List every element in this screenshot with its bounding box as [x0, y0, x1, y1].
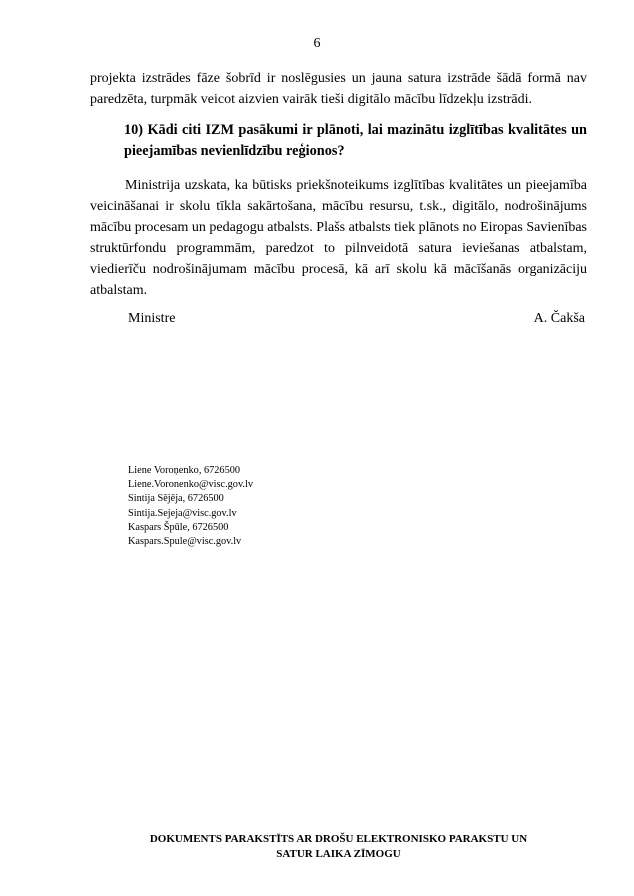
answer-paragraph: Ministrija uzskata, ka būtisks priekšnoteikums izglītības kvalitātes un pieejamība veicināšanai ir skolu tīkla sakārtošana, mācību resursu, t.sk., digitālo, nodrošinājums mācību procesam un pedagogu atbalsts. Plašs atbalsts tiek plānots no Eiropas Savienības struktūrfondu programmām, paredzot to pilnveidotā satura ieviešanas atbalstam, viedierīču nodrošinājumam mācību procesā, kā arī skolu kā mācīšanās organizāciju atbalstam. — [90, 178, 587, 298]
contact-line: Kaspars Špūle, 6726500 — [128, 521, 229, 533]
contact-email: Sintija.Sejeja@visc.gov.lv — [128, 507, 237, 519]
signatory-role: Ministre — [128, 311, 176, 326]
signature-notice-line1: DOKUMENTS PARAKSTĪTS AR DROŠU ELEKTRONISKO PARAKSTU UN — [149, 833, 528, 845]
signature-notice — [90, 832, 587, 862]
signatory-name: A. Čakša — [533, 311, 585, 326]
contact-block — [128, 464, 253, 549]
page-number: 6 — [313, 36, 321, 51]
paragraph-continuation: projekta izstrādes fāze šobrīd ir noslēgusies un jauna satura izstrāde šādā formā nav paredzēta, turpmāk veicot aizvien vairāk tieši digitālo mācību līdzekļu izstrādi. — [90, 71, 587, 107]
contact-line: Liene Voroņenko, 6726500 — [128, 465, 241, 476]
contact-line: Sintija Sējēja, 6726500 — [128, 493, 224, 505]
signature-notice-line2: SATUR LAIKA ZĪMOGU — [276, 848, 401, 860]
contact-email: Kaspars.Spule@visc.gov.lv — [128, 536, 242, 548]
question-heading: 10) Kādi citi IZM pasākumi ir plānoti, lai mazinātu izglītības kvalitātes un pieejamības nevienlīdzību reģionos? — [124, 122, 587, 159]
contact-email: Liene.Voronenko@visc.gov.lv — [128, 479, 254, 491]
